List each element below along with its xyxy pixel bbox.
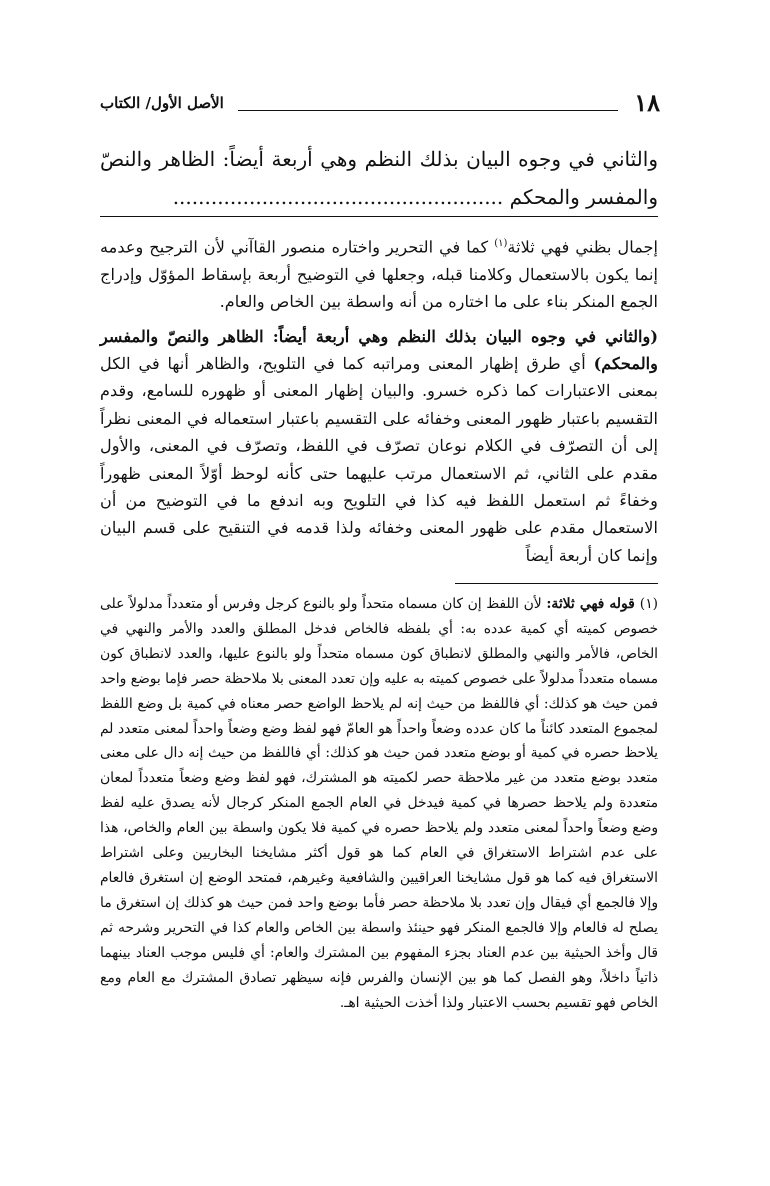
commentary-paragraph-2 — [100, 323, 658, 570]
matn-text: والثاني في وجوه البيان بذلك النظم وهي أربعة أيضاً: الظاهر والنصّ والمفسر والمحكم .................................................... — [100, 147, 658, 209]
footnote-lemma: قوله فهي ثلاثة: — [546, 596, 640, 612]
footnote-marker: (١) — [639, 596, 658, 612]
matn-divider — [100, 216, 658, 217]
footnote — [100, 592, 658, 1015]
commentary-p1-start: إجمال بظني فهي ثلاثة — [507, 237, 658, 257]
footnote-paragraph — [100, 592, 658, 1015]
page-header — [100, 86, 660, 120]
commentary-p2-text: أي طرق إظهار المعنى ومراتبه كما في التلويح، والظاهر أنها في الكل بمعنى الاعتبارات كما ذكره خسرو. والبيان إظهار المعنى أو ظهوره للسامع، وقدم التقسيم باعتبار ظهور المعنى وخفائه على التقسيم باعتبار استعماله في المعنى نظراً إلى أن التصرّف في الكلام نوعان تصرّف في اللفظ، وتصرّف في المعنى، والأول مقدم على الثاني، ثم الاستعمال مرتب عليهما حتى كأنه لوحظ أوّلاً المعنى ظهوراً وخفاءً ثم استعمل اللفظ فيه كذا في التلويح وبه اندفع ما في التوضيح من أن الاستعمال مقدم على ظهور المعنى وخفائه ولذا قدمه في التنقيح على قسم البيان وإنما كان أربعة أيضاً — [100, 354, 658, 565]
footnote-reference: (١) — [494, 238, 508, 249]
page-number: ١٨ — [634, 88, 660, 117]
commentary — [100, 230, 658, 569]
running-head: الأصل الأول/ الكتاب — [100, 94, 224, 112]
footnote-text: لأن اللفظ إن كان مسماه متحداً ولو بالنوع كرجل وفرس أو متعدداً مدلولاً على خصوص كميته أي كمية عدده به: أي بلفظه فالخاص فدخل المطلق والعدد والأمر والنهي في الخاص، فالأمر والنهي والمطلق لانطباق كون مسماه متحداً ولو بالنوع عليها، والعدد لانطباق كون مسماه متعدداً مدلولاً على خصوص كميته به عليه وإن تعدد المعنى بلا ملاحظة حصر فإما بوضع واحد فمن حيث هو كذلك: أي فاللفظ من حيث إنه لم يلاحظ الواضع حصر معناه في كمية بل وضع اللفظ لمجموع المتعدد كائناً ما كان عدده وضعاً واحداً هو العامّ فهو لفظ وضع وضعاً واحداً لمعنى متعدد لم يلاحظ حصره في كمية أو بوضع متعدد فمن حيث هو كذلك: أي فاللفظ من حيث إنه دال على معنى متعدد بوضع متعدد من غير ملاحظة حصر لكميته هو المشترك، فهو لفظ وضع وضعاً متعدداً لمعان متعددة ولم يلاحظ حصرها في كمية فيدخل في العام الجمع المنكر كرجال لأنه يصدق عليه لفظ وضع وضعاً واحداً لمعنى متعدد ولم يلاحظ حصره في كمية فلا يكون واسطة بين العام والخاص، هذا على عدم اشتراط الاستغراق في العام كما هو قول أكثر مشايخنا البخاريين وعلى اشتراط الاستغراق فيه كما هو قول مشايخنا العراقيين والشافعية وغيرهم، فمتحد الوضع إن استغرق فالعام وإلا فالجمع أي فيقال وإن تعدد بلا ملاحظة حصر فأما بوضع واحد فمن حيث هو كذلك إن استغرق ما يصلح له فالعام وإلا فالجمع المنكر فهو حينئذ واسطة بين الخاص والعام كذا في التحرير وشرحه ثم قال وأخذ الحيثية بين عدم العناد بجزء المفهوم بين المشترك والعام: أي فليس موجب العناد بينهما ذاتياً داخلاً، وهو الفصل كما هو بين الإنسان والفرس فإنه سيظهر تصادق المشترك مع العام ومع الخاص فهو تقسيم بحسب الاعتبار ولذا أخذت الحيثية اهـ. — [100, 596, 658, 1011]
matn-quote: (والثاني في وجوه البيان بذلك النظم وهي أربعة أيضاً: الظاهر والنصّ والمفسر والمحكم) — [100, 326, 658, 374]
footnote-divider — [455, 583, 658, 584]
commentary-p1-rest: كما في التحرير واختاره منصور القاآني لأن الترجيح وعدمه إنما يكون بالاستعمال وكلامنا قبله، وجعلها في التوضيح أربعة بإسقاط المؤوّل وإدراج الجمع المنكر بناء على ما اختاره من أنه واسطة بين الخاص والعام. — [100, 237, 658, 312]
header-rule — [238, 110, 618, 111]
commentary-paragraph-1 — [100, 230, 658, 316]
